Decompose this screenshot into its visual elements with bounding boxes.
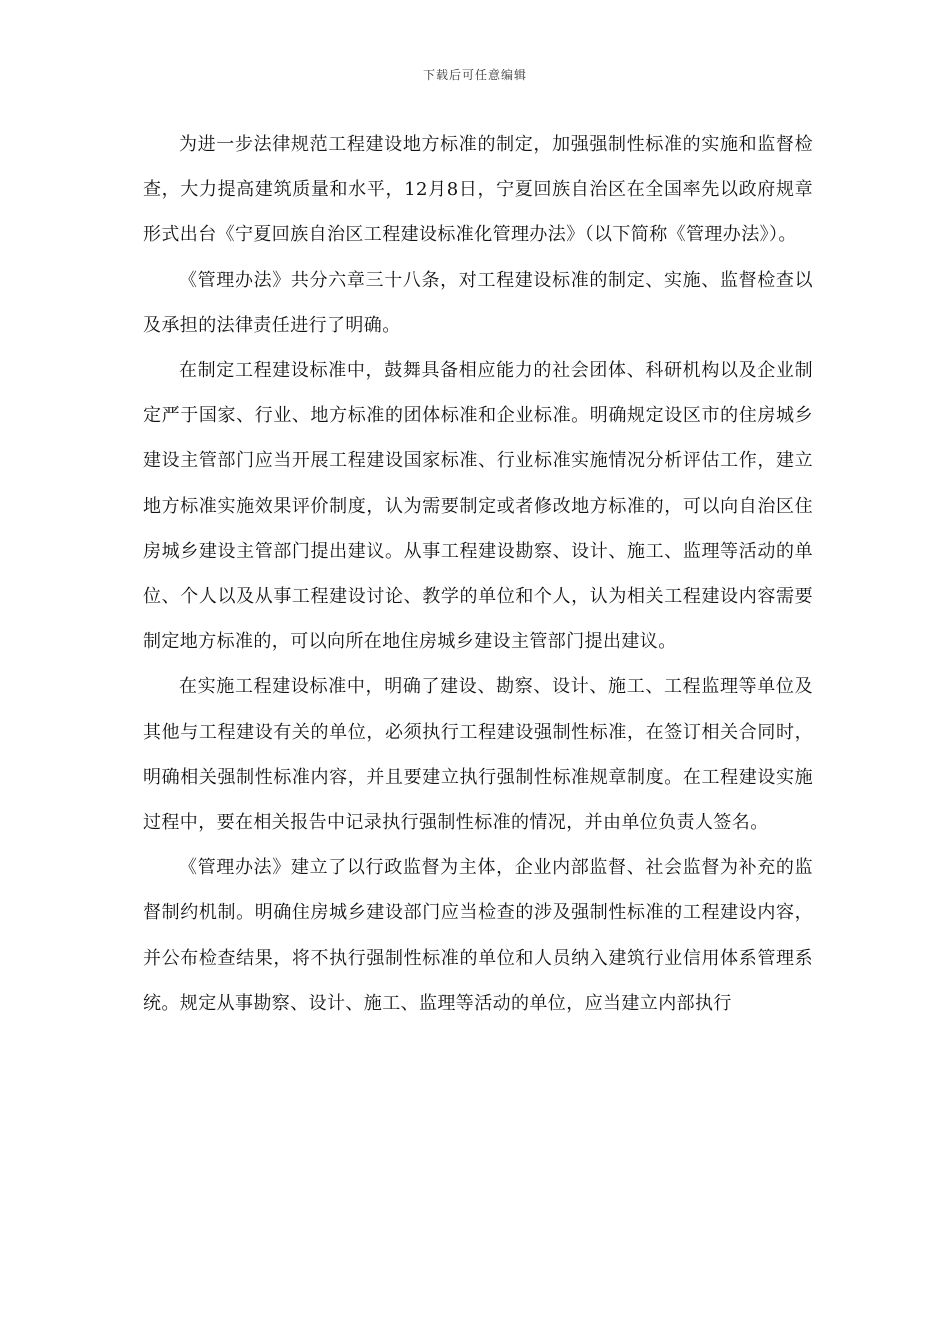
document-body	[143, 122, 813, 1026]
paragraph-5: 《管理办法》建立了以行政监督为主体，企业内部监督、社会监督为补充的监督制约机制。明确住房城乡建设部门应当检查的涉及强制性标准的工程建设内容，并公布检查结果，将不执行强制性标准的单位和人员纳入建筑行业信用体系管理系统。规定从事勘察、设计、施工、监理等活动的单位，应当建立内部执行	[143, 857, 813, 1014]
page-header: 下载后可任意编辑	[422, 68, 527, 82]
paragraph-1: 为进一步法律规范工程建设地方标准的制定，加强强制性标准的实施和监督检查，大力提高建筑质量和水平，12月8日，宁夏回族自治区在全国率先以政府规章形式出台《宁夏回族自治区工程建设标准化管理办法》（以下简称《管理办法》）。	[143, 134, 813, 246]
paragraph-3: 在制定工程建设标准中，鼓舞具备相应能力的社会团体、科研机构以及企业制定严于国家、行业、地方标准的团体标准和企业标准。明确规定设区市的住房城乡建设主管部门应当开展工程建设国家标准、行业标准实施情况分析评估工作，建立地方标准实施效果评价制度，认为需要制定或者修改地方标准的，可以向自治区住房城乡建设主管部门提出建议。从事工程建设勘察、设计、施工、监理等活动的单位、个人以及从事工程建设讨论、教学的单位和个人，认为相关工程建设内容需要制定地方标准的，可以向所在地住房城乡建设主管部门提出建议。	[143, 360, 813, 653]
paragraph-2: 《管理办法》共分六章三十八条，对工程建设标准的制定、实施、监督检查以及承担的法律责任进行了明确。	[143, 269, 813, 336]
paragraph-4: 在实施工程建设标准中，明确了建设、勘察、设计、施工、工程监理等单位及其他与工程建设有关的单位，必须执行工程建设强制性标准，在签订相关合同时，明确相关强制性标准内容，并且要建立执行强制性标准规章制度。在工程建设实施过程中，要在相关报告中记录执行强制性标准的情况，并由单位负责人签名。	[143, 676, 813, 834]
